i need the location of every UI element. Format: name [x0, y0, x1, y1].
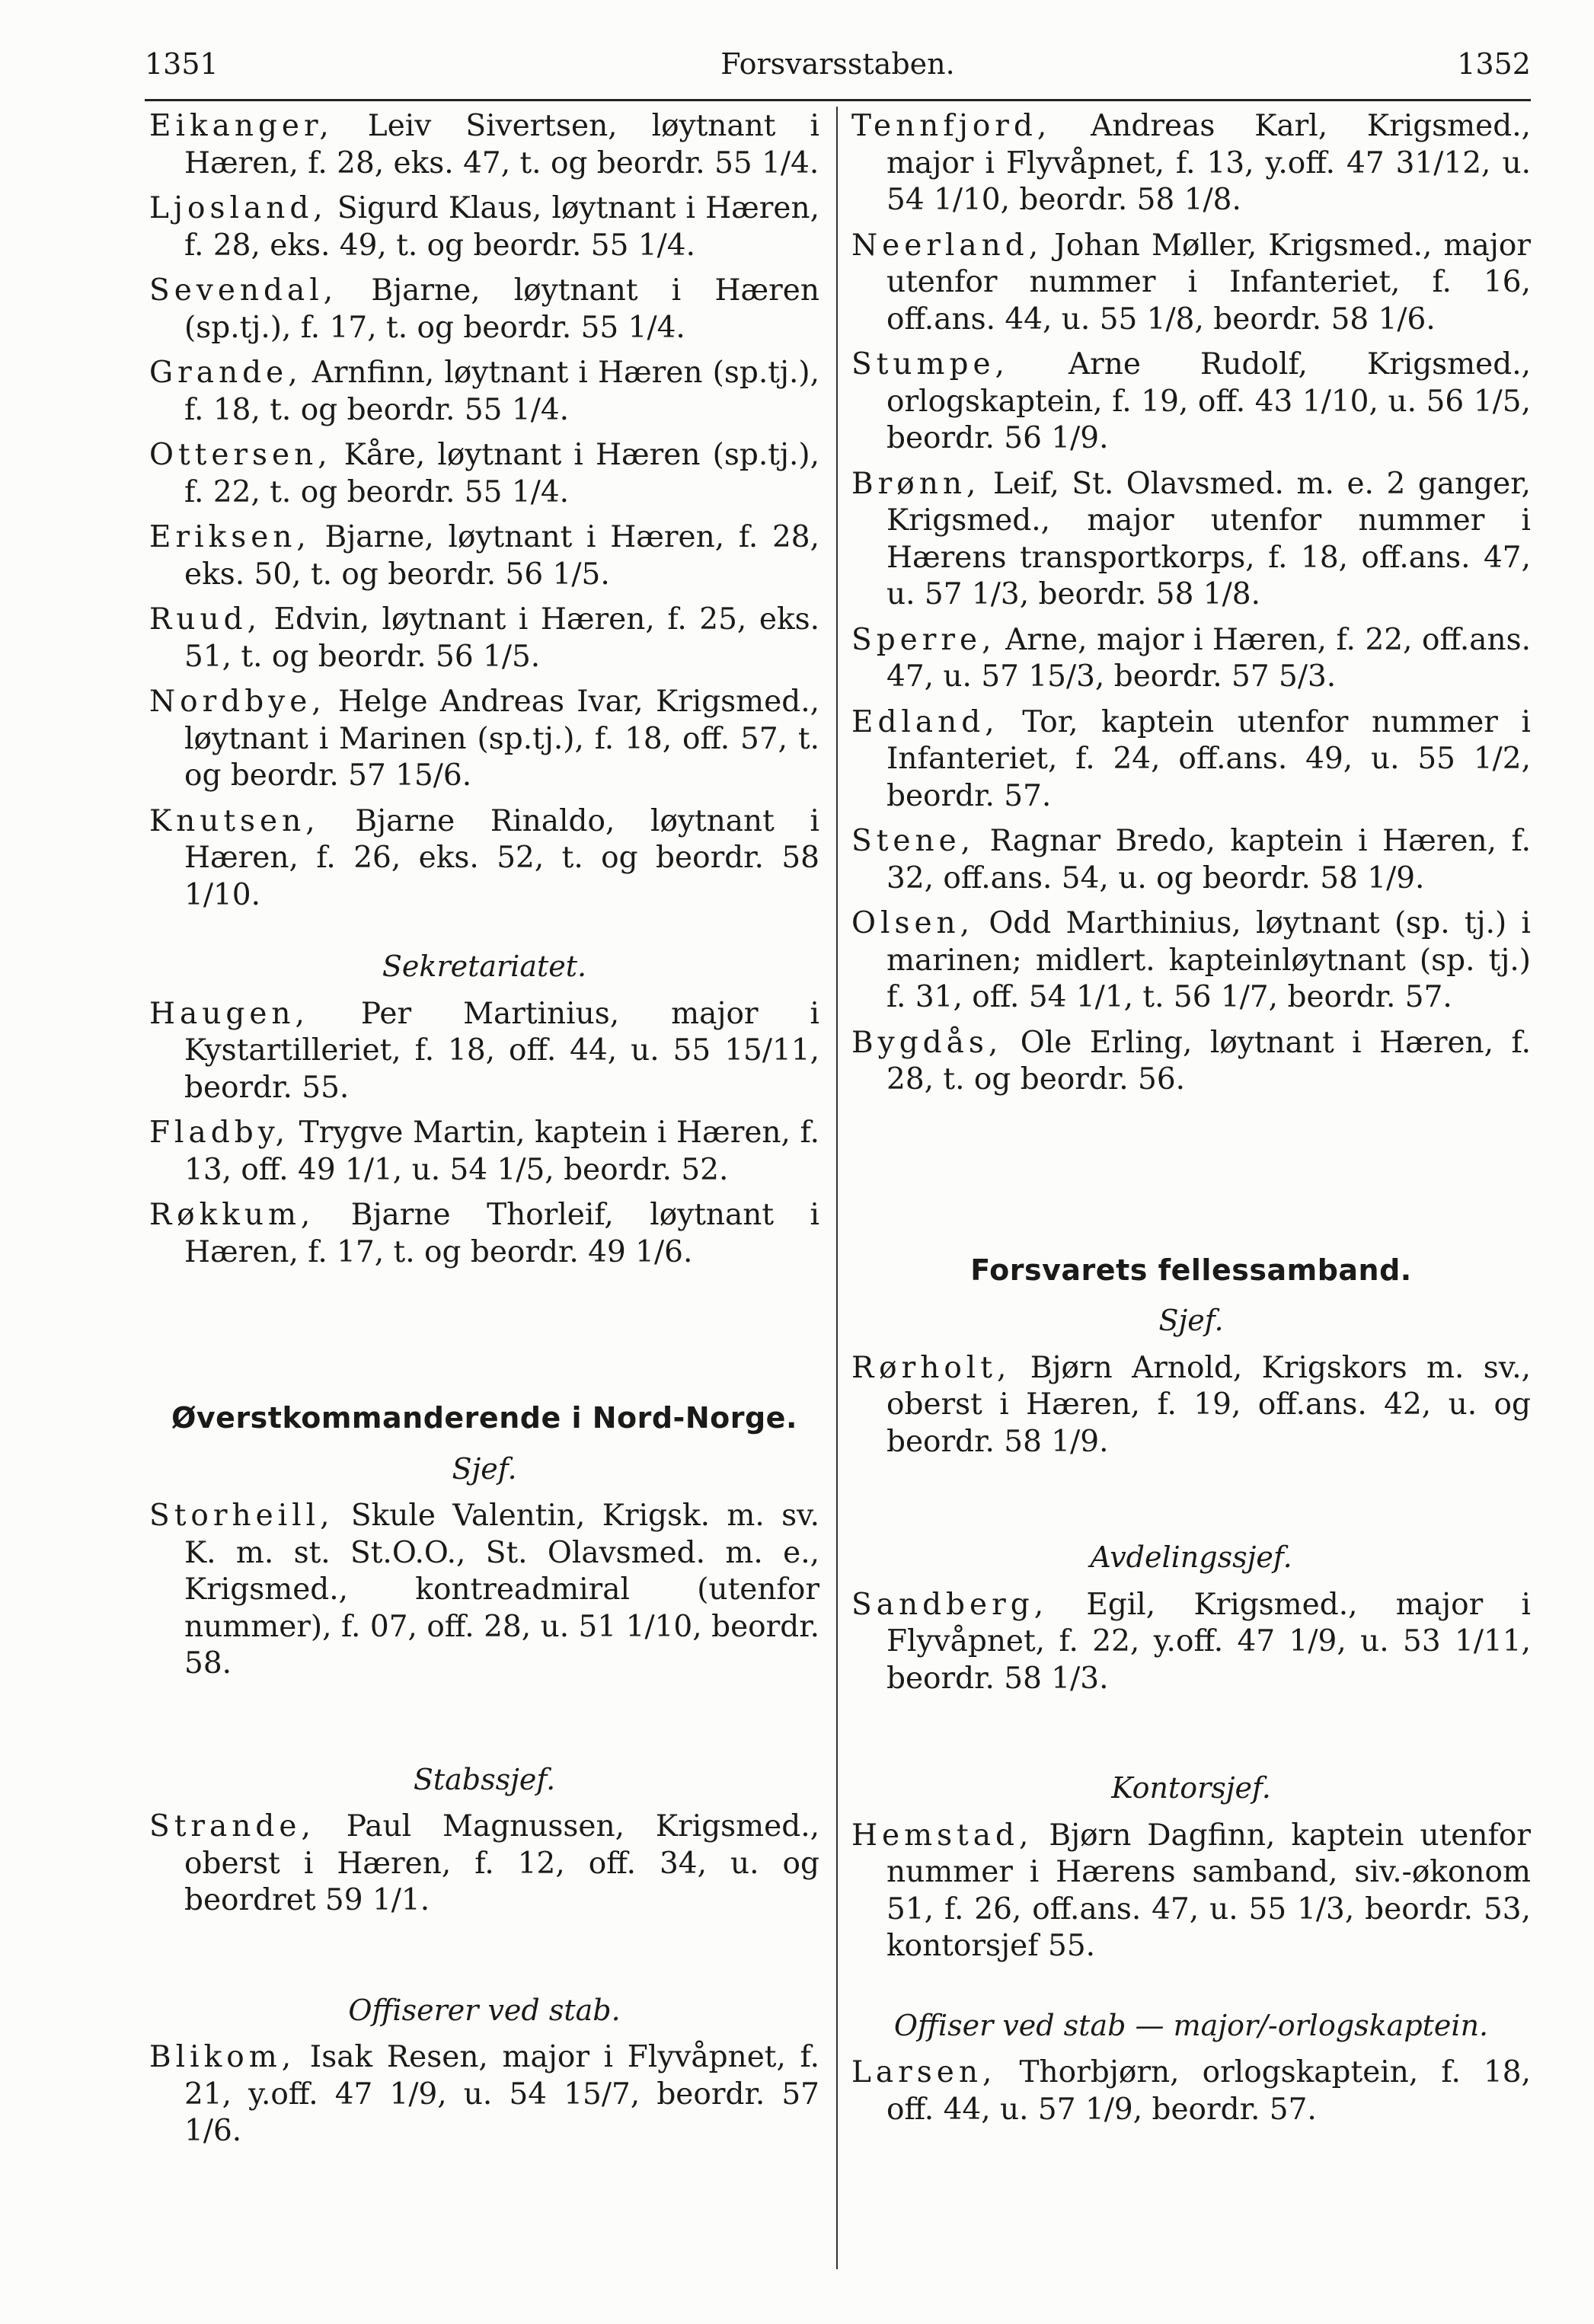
- person-details: Bjarne Thorleif, løytnant i Hæren, f. 17, t. og beordr. 49 1/6.: [184, 1198, 819, 1269]
- person-surname: Blikom,: [149, 2040, 296, 2074]
- person-surname: Sperre,: [851, 622, 996, 657]
- person-details: Arnfinn, løytnant i Hæren (sp.tj.), f. 18, t. og beordr. 55 1/4.: [184, 356, 819, 427]
- personnel-entry: [851, 108, 1531, 219]
- person-details: Edvin, løytnant i Hæren, f. 25, eks. 51, t. og beordr. 56 1/5.: [184, 602, 819, 674]
- person-details: Bjarne Rinaldo, løytnant i Hæren, f. 26, eks. 52, t. og beordr. 58 1/10.: [184, 803, 819, 912]
- personnel-entry: [149, 2039, 819, 2150]
- person-surname: Haugen,: [149, 996, 309, 1031]
- left-column: [149, 108, 819, 2159]
- person-surname: Eriksen,: [149, 520, 311, 554]
- personnel-entry: [149, 996, 819, 1107]
- person-details: Bjørn Arnold, Krigskors m. sv., oberst i Hæren, f. 19, off.ans. 42, u. og beordr. 58 1/9.: [886, 1350, 1531, 1459]
- subheading-sjef: Sjef.: [1158, 1304, 1224, 1337]
- person-surname: Eikanger,: [149, 109, 334, 143]
- person-details: Arne Rudolf, Krigsmed., orlogskaptein, f. 19, off. 43 1/10, u. 56 1/5, beordr. 56 1/9.: [886, 347, 1531, 455]
- personnel-entry: [851, 1350, 1531, 1461]
- person-details: Bjørn Dagfinn, kaptein utenfor nummer i Hærens samband, siv.-økonom 51, f. 26, off.ans. 47, u. 55 1/3, beordr. 53, kontorsjef 55.: [886, 1818, 1531, 1963]
- person-details: Isak Resen, major i Flyvåpnet, f. 21, y.off. 47 1/9, u. 54 15/7, beordr. 57 1/6.: [184, 2040, 819, 2148]
- entry-list: [149, 1498, 819, 1683]
- person-details: Bjarne, løytnant i Hæren, f. 28, eks. 50, t. og beordr. 56 1/5.: [184, 520, 819, 592]
- personnel-entry: [149, 602, 819, 675]
- person-details: Paul Magnussen, Krigsmed., oberst i Hæren, f. 12, off. 34, u. og beordret 59 1/1.: [184, 1809, 819, 1917]
- person-details: Johan Møller, Krigsmed., major utenfor nummer i Infanteriet, f. 16, off.ans. 44, u. 55 1/8, beordr. 58 1/6.: [886, 228, 1531, 337]
- person-surname: Storheill,: [149, 1499, 334, 1533]
- personnel-entry: [149, 273, 819, 346]
- person-surname: Fladby,: [149, 1116, 289, 1150]
- personnel-entry: [851, 1587, 1531, 1698]
- personnel-entry: [851, 2054, 1531, 2128]
- person-details: Helge Andreas Ivar, Krigsmed., løytnant i Marinen (sp.tj.), f. 18, off. 57, t. og beordr. 57 15/6.: [184, 685, 819, 793]
- personnel-entry: [149, 803, 819, 915]
- person-details: Per Martinius, major i Kystartilleriet, f. 18, off. 44, u. 55 15/11, beordr. 55.: [184, 996, 819, 1105]
- person-details: Arne, major i Hæren, f. 22, off.ans. 47, u. 57 15/3, beordr. 57 5/3.: [886, 622, 1531, 694]
- personnel-entry: [149, 1197, 819, 1271]
- subheading-avdelingssjef: Avdelingssjef.: [1090, 1540, 1292, 1574]
- personnel-entry: [851, 466, 1531, 614]
- person-surname: Neerland,: [851, 228, 1043, 263]
- personnel-entry: [149, 1115, 819, 1189]
- page-header: [145, 47, 1531, 90]
- entry-list: [851, 2054, 1531, 2128]
- person-surname: Strande,: [149, 1809, 315, 1844]
- subheading-offiserer: Offiserer ved stab.: [348, 1993, 621, 2027]
- person-surname: Ottersen,: [149, 438, 332, 472]
- personnel-entry: [851, 823, 1531, 897]
- personnel-entry: [149, 108, 819, 182]
- person-surname: Grande,: [149, 356, 302, 390]
- person-details: Tor, kaptein utenfor nummer i Infanteriet, f. 24, off.ans. 49, u. 55 1/2, beordr. 57.: [886, 704, 1531, 813]
- section-heading-fellessamband: Forsvarets fellessamband.: [970, 1253, 1412, 1287]
- page-number-left: 1351: [145, 47, 219, 81]
- person-details: Thorbjørn, orlogskaptein, f. 18, off. 44, u. 57 1/9, beordr. 57.: [886, 2055, 1531, 2127]
- person-surname: Bygdås,: [851, 1025, 1003, 1060]
- personnel-entry: [851, 346, 1531, 458]
- personnel-entry: [149, 684, 819, 795]
- running-title: Forsvarsstaben.: [720, 47, 955, 81]
- person-surname: Ljosland,: [149, 191, 327, 225]
- header-rule: [145, 99, 1531, 101]
- person-surname: Ruud,: [149, 602, 261, 637]
- personnel-entry: [149, 190, 819, 264]
- entry-list: [149, 1808, 819, 1920]
- section-heading-sekretariatet: Sekretariatet.: [382, 950, 587, 983]
- subheading-stabssjef: Stabssjef.: [413, 1762, 556, 1796]
- right-column: [851, 108, 1531, 2137]
- entry-list: [851, 1818, 1531, 1965]
- subheading-kontorsjef: Kontorsjef.: [1111, 1771, 1271, 1805]
- section-heading-nord-norge: Øverstkommanderende i Nord-Norge.: [171, 1401, 797, 1435]
- person-details: Skule Valentin, Krigsk. m. sv. K. m. st. St.O.O., St. Olavsmed. m. e., Krigsmed., kontreadmiral (utenfor nummer), f. 07, off. 28, u. 51 1/10, beordr. 58.: [184, 1499, 819, 1681]
- person-surname: Olsen,: [851, 906, 975, 940]
- entry-list: [149, 108, 819, 914]
- personnel-entry: [851, 704, 1531, 816]
- personnel-entry: [149, 355, 819, 429]
- personnel-entry: [851, 1025, 1531, 1099]
- person-surname: Sevendal,: [149, 273, 338, 308]
- person-details: Leiv Sivertsen, løytnant i Hæren, f. 28, eks. 47, t. og beordr. 55 1/4.: [184, 109, 819, 180]
- person-details: Egil, Krigsmed., major i Flyvåpnet, f. 22, y.off. 47 1/9, u. 53 1/11, beordr. 58 1/3.: [886, 1587, 1531, 1696]
- person-details: Sigurd Klaus, løytnant i Hæren, f. 28, eks. 49, t. og beordr. 55 1/4.: [184, 191, 819, 263]
- person-details: Andreas Karl, Krigsmed., major i Flyvåpnet, f. 13, y.off. 47 31/12, u. 54 1/10, beordr. 58 1/8.: [886, 109, 1531, 217]
- entry-list: [851, 108, 1531, 1099]
- person-surname: Tennfjord,: [851, 109, 1052, 143]
- entry-list: [851, 1350, 1531, 1461]
- person-surname: Sandberg,: [851, 1587, 1049, 1622]
- personnel-entry: [851, 622, 1531, 696]
- person-surname: Knutsen,: [149, 803, 320, 838]
- personnel-entry: [851, 1818, 1531, 1965]
- personnel-entry: [149, 1498, 819, 1683]
- entry-list: [149, 996, 819, 1272]
- personnel-entry: [149, 437, 819, 511]
- person-surname: Stumpe,: [851, 347, 1009, 381]
- personnel-entry: [149, 1808, 819, 1920]
- page-number-right: 1352: [1457, 47, 1531, 81]
- entry-list: [149, 2039, 819, 2150]
- person-surname: Hemstad,: [851, 1818, 1033, 1853]
- person-details: Bjarne, løytnant i Hæren (sp.tj.), f. 17, t. og beordr. 55 1/4.: [184, 273, 819, 345]
- person-details: Ole Erling, løytnant i Hæren, f. 28, t. og beordr. 56.: [886, 1025, 1531, 1097]
- person-details: Leif, St. Olavsmed. m. e. 2 ganger, Krigsmed., major utenfor nummer i Hærens transportkorps, f. 18, off.ans. 47, u. 57 1/3, beordr. 58 1/8.: [886, 466, 1531, 611]
- person-surname: Stene,: [851, 824, 976, 858]
- personnel-entry: [149, 519, 819, 593]
- personnel-entry: [851, 905, 1531, 1017]
- person-details: Kåre, løytnant i Hæren (sp.tj.), f. 22, t. og beordr. 55 1/4.: [184, 438, 819, 509]
- person-details: Odd Marthinius, løytnant (sp. tj.) i marinen; midlert. kapteinløytnant (sp. tj.) f. 31, off. 54 1/1, t. 56 1/7, beordr. 57.: [886, 906, 1531, 1014]
- person-details: Trygve Martin, kaptein i Hæren, f. 13, off. 49 1/1, u. 54 1/5, beordr. 52.: [184, 1116, 819, 1187]
- column-divider: [836, 107, 838, 2269]
- subheading-sjef: Sjef.: [452, 1451, 517, 1486]
- person-surname: Larsen,: [851, 2055, 997, 2089]
- subheading-offiser-ved-stab: Offiser ved stab — major/-orlogskaptein.: [893, 2008, 1489, 2042]
- entry-list: [851, 1587, 1531, 1698]
- person-surname: Røkkum,: [149, 1198, 315, 1232]
- person-details: Ragnar Bredo, kaptein i Hæren, f. 32, off.ans. 54, u. og beordr. 58 1/9.: [886, 824, 1531, 895]
- personnel-entry: [851, 228, 1531, 339]
- person-surname: Rørholt,: [851, 1350, 1011, 1385]
- person-surname: Nordbye,: [149, 685, 326, 719]
- person-surname: Edland,: [851, 704, 999, 739]
- person-surname: Brønn,: [851, 466, 981, 501]
